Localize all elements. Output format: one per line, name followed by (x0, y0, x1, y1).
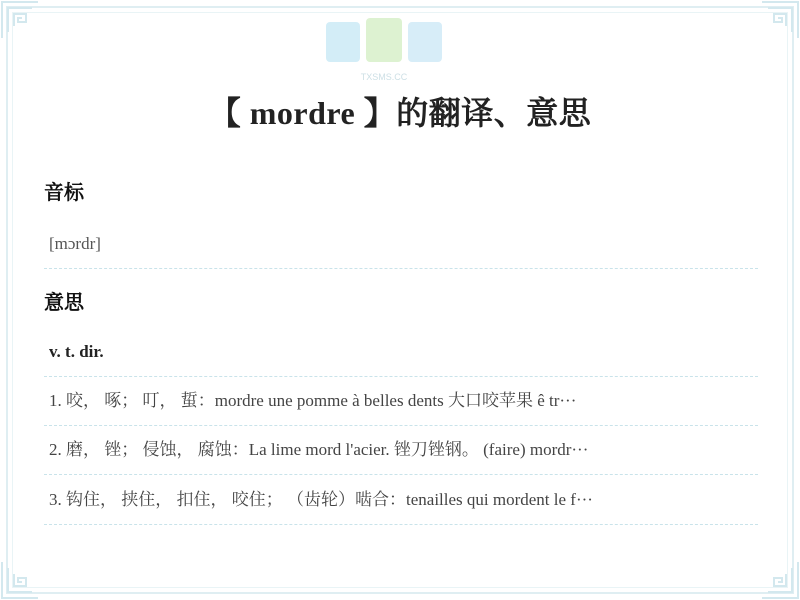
meaning-heading-wrap (44, 286, 758, 315)
part-of-speech: v. t. dir. (49, 342, 104, 361)
watermark-logo-text: TXSMS.CC (360, 72, 408, 82)
definition-row: 2. 磨， 锉； 侵蚀， 腐蚀：La lime mord l'acier. 锉刀锉钢。 (faire) mordr··· (44, 426, 758, 475)
corner-ornament-icon (0, 560, 40, 600)
page-title: 【 mordre 】的翻译、意思 (208, 95, 592, 131)
corner-ornament-icon (760, 0, 800, 40)
phonetic-value: [mɔrdr] (44, 220, 758, 269)
part-of-speech-row (44, 328, 758, 377)
phonetic-heading: 音标 (44, 180, 84, 204)
watermark-logo-icon (322, 16, 446, 86)
meaning-heading: 意思 (44, 290, 84, 314)
definition-row: 3. 钩住， 挟住， 扣住， 咬住； （齿轮）啮合：tenailles qui mordent le f··· (44, 476, 758, 525)
definition-row: 1. 咬， 啄； 叮， 蜇：mordre une pomme à belles dents 大口咬苹果 ê tr··· (44, 377, 758, 426)
phonetic-heading-wrap (44, 176, 758, 205)
corner-ornament-icon (760, 560, 800, 600)
corner-ornament-icon (0, 0, 40, 40)
